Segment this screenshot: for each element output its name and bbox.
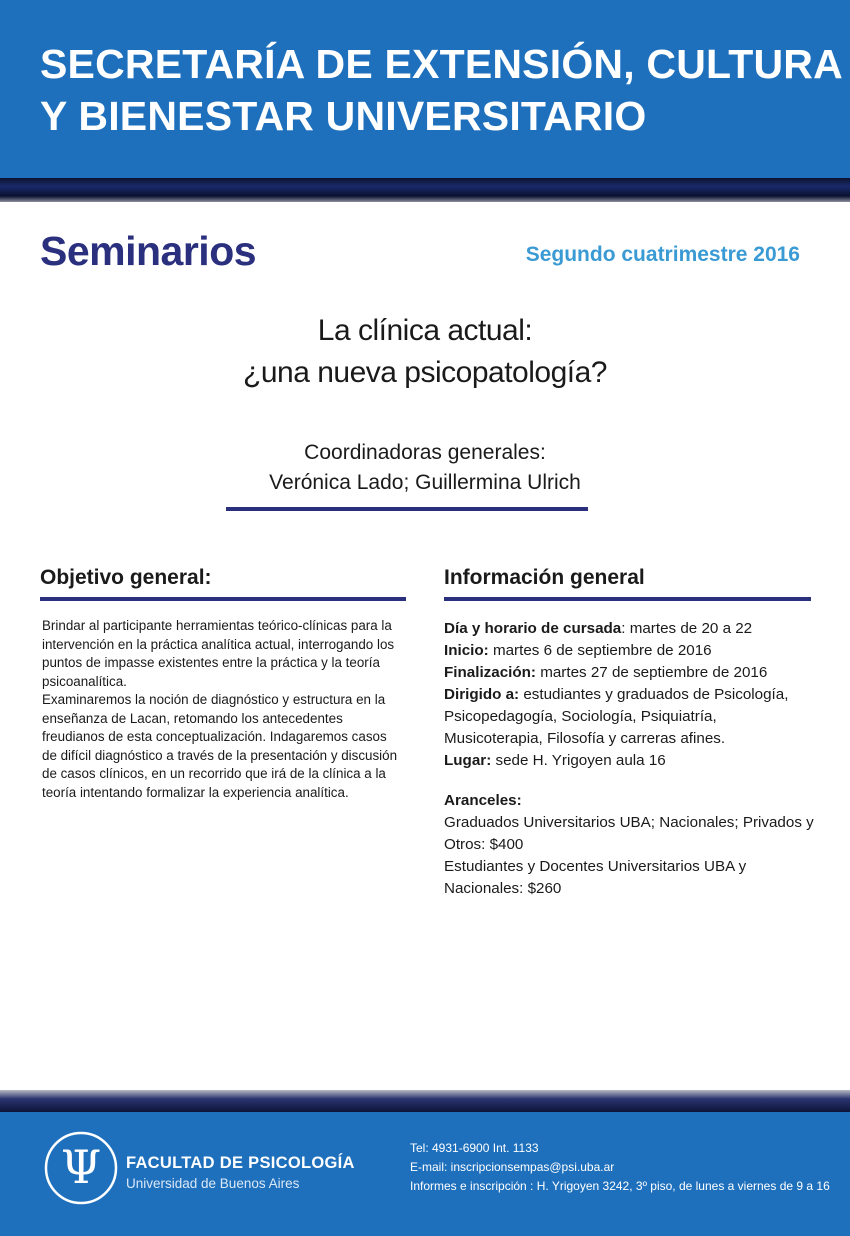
arancel-2-line1: Estudiantes y Docentes Universitarios UBA y [444, 858, 747, 875]
header-title-line1: SECRETARÍA DE EXTENSIÓN, CULTURA [40, 41, 843, 87]
arancel-1-line1: Graduados Universitarios UBA; Nacionales; Privados y [444, 814, 814, 831]
psi-logo-symbol: Ψ [60, 1140, 102, 1194]
psi-logo-icon [43, 1130, 119, 1206]
info-dirigido [444, 684, 824, 706]
header-title [40, 38, 843, 142]
info-inicio [444, 640, 824, 662]
contact-email[interactable]: E-mail: inscripcionsempas@psi.uba.ar [410, 1160, 615, 1174]
header-title-line2: Y BIENESTAR UNIVERSITARIO [40, 93, 647, 139]
objetivo-heading: Objetivo general: [40, 566, 212, 589]
footer-shadow-strip [0, 1090, 850, 1112]
course-title-line1: La clínica actual: [317, 314, 533, 347]
faculty-name: FACULTAD DE PSICOLOGÍA [126, 1154, 355, 1172]
section-title-seminarios: Seminarios [40, 228, 257, 274]
aranceles-label-text: Aranceles: [444, 792, 522, 809]
semester-label: Segundo cuatrimestre 2016 [525, 243, 800, 266]
course-title-line2: ¿una nueva psicopatología? [243, 356, 607, 389]
info-block [444, 618, 824, 900]
info-dia-value: : martes de 20 a 22 [621, 620, 753, 637]
info-heading: Información general [444, 566, 645, 589]
info-fin-value: martes 27 de septiembre de 2016 [535, 664, 768, 681]
info-spacer [444, 772, 824, 790]
info-dirigido-label: Dirigido a: [444, 686, 520, 703]
info-dia [444, 618, 824, 640]
coordinators-names: Verónica Lado; Guillermina Ulrich [269, 471, 581, 494]
arancel-2-line2: Nacionales: $260 [444, 880, 562, 897]
header-band [0, 0, 850, 178]
info-inicio-value: martes 6 de septiembre de 2016 [488, 642, 712, 659]
arancel-1-line2: Otros: $400 [444, 836, 524, 853]
info-dirigido-line3: Musicoterapia, Filosofía y carreras afines. [444, 730, 726, 747]
info-fin [444, 662, 824, 684]
title-divider [226, 507, 588, 511]
contact-info [410, 1139, 830, 1196]
info-lugar-value: sede H. Yrigoyen aula 16 [491, 752, 666, 769]
header-shadow-strip [0, 178, 850, 202]
info-dirigido-line1: estudiantes y graduados de Psicología, [519, 686, 789, 703]
info-lugar [444, 750, 824, 772]
contact-informes: Informes e inscripción : H. Yrigoyen 3242, 3º piso, de lunes a viernes de 9 a 16 [410, 1179, 830, 1193]
course-title [0, 310, 850, 394]
info-inicio-label: Inicio: [444, 642, 489, 659]
info-fin-label: Finalización: [444, 664, 536, 681]
info-dia-label: Día y horario de cursada [444, 620, 622, 637]
info-dirigido-line2: Psicopedagogía, Sociología, Psiquiatría, [444, 708, 717, 725]
coordinators [0, 438, 850, 498]
objetivo-divider [40, 597, 406, 601]
aranceles-label [444, 790, 824, 812]
objetivo-paragraph-2: Examinaremos la noción de diagnóstico y estructura en la enseñanza de Lacan, retomando los antecedentes freudianos de esta conceptualización. Indagaremos casos de difícil diagnóstico a través de la presentación y discusión de casos clínicos, en un recorrido que irá de la clínica a la teoría intentando formalizar la experiencia analítica. [42, 692, 398, 800]
objetivo-paragraph-1: Brindar al participante herramientas teórico-clínicas para la intervención en la práctica analítica actual, interrogando los puntos de impasse existentes entre la práctica y la teoría psicoanalítica. [42, 618, 395, 689]
coordinators-label: Coordinadoras generales: [304, 441, 546, 464]
info-lugar-label: Lugar: [444, 752, 492, 769]
contact-tel: Tel: 4931-6900 Int. 1133 [410, 1141, 539, 1155]
objetivo-text [42, 617, 404, 802]
info-divider [444, 597, 811, 601]
university-name: Universidad de Buenos Aires [126, 1176, 300, 1191]
